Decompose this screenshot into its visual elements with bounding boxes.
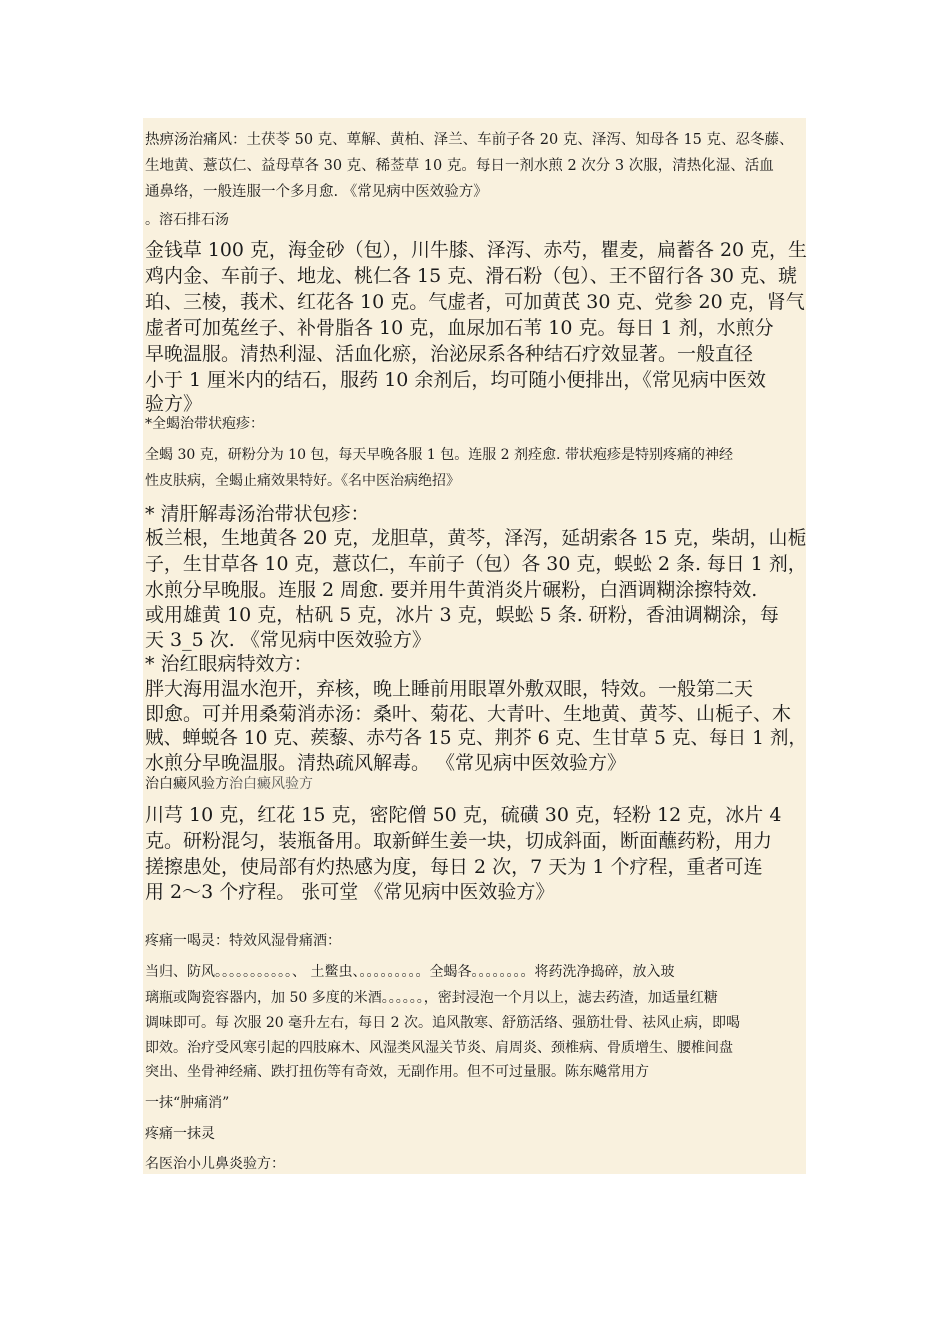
s4-line-5: 天 3_5 次. 《常见病中医效验方》: [145, 629, 431, 651]
s7-title: 疼痛一喝灵：特效风湿骨痛酒：: [145, 933, 341, 949]
s6-line-1: 川芎 10 克，红花 15 克，密陀僧 50 克，硫磺 30 克，轻粉 12 克，冰片 4: [145, 804, 782, 826]
s2-line-4: 虚者可加菟丝子、补骨脂各 10 克，血尿加石苇 10 克。每日 1 剂，水煎分: [145, 317, 774, 339]
s5-line-2: 即愈。可并用桑菊消赤汤：桑叶、菊花、大青叶、生地黄、黄芩、山栀子、木: [145, 703, 792, 725]
s2-line-1: 金钱草 100 克，海金砂（包），川牛膝、泽泻、赤芍，瞿麦，扁蓄各 20 克，生: [145, 239, 807, 261]
s4-line-2: 子，生甘草各 10 克，薏苡仁，车前子（包）各 30 克，蜈蚣 2 条. 每日 1 剂，: [145, 553, 807, 575]
s7-line-2: 璃瓶或陶瓷容器内，加 50 多度的米酒。。。。。。，密封浸泡一个月以上，滤去药渣，加适量红糖: [145, 990, 718, 1006]
s7-line-4: 即效。治疗受风寒引起的四肢麻木、风湿类风湿关节炎、肩周炎、颈椎病、骨质增生、腰椎间盘: [145, 1040, 733, 1056]
s4-title: * 清肝解毒汤治带状包疹：: [145, 503, 370, 525]
s2-line-5: 早晚温服。清热利湿、活血化瘀，治泌尿系各种结石疗效显著。一般直径: [145, 343, 754, 365]
s5-title: * 治红眼病特效方：: [145, 653, 313, 675]
s10-title: 名医治小儿鼻炎验方：: [145, 1156, 285, 1172]
s6-title-light: 治白癜风验方: [229, 776, 313, 792]
s5-line-3: 贼、蝉蜕各 10 克、蒺藜、赤芍各 15 克、荆芥 6 克、生甘草 5 克、每日 1 剂，: [145, 728, 807, 749]
s2-line-2: 鸡内金、车前子、地龙、桃仁各 15 克、滑石粉（包）、王不留行各 30 克、琥: [145, 265, 798, 287]
s5-line-4: 水煎分早晚温服。清热疏风解毒。 《常见病中医效验方》: [145, 752, 627, 774]
s6-title-bold: 治白癜风验方: [145, 776, 229, 792]
s3-line-1: 全蝎 30 克，研粉分为 10 包，每天早晚各服 1 包。连服 2 剂痊愈. 带状疱疹是特别疼痛的神经: [145, 447, 733, 463]
s1-line-3: 通鼻络，一般连服一个多月愈. 《常见病中医效验方》: [145, 184, 488, 200]
s3-line-2: 性皮肤病，全蝎止痛效果特好。《名中医治病绝招》: [145, 473, 460, 489]
s4-line-4: 或用雄黄 10 克，枯矾 5 克，冰片 3 克，蜈蚣 5 条. 研粉，香油调糊涂，每: [145, 604, 779, 626]
s4-line-3: 水煎分早晚服。连服 2 周愈. 要并用牛黄消炎片碾粉，白酒调糊涂擦特效.: [145, 579, 758, 601]
s7-line-3: 调味即可。每 次服 20 毫升左右，每日 2 次。追风散寒、舒筋活络、强筋壮骨、祛风止病，即喝: [145, 1015, 740, 1031]
s8-title: 一抹“肿痛消”: [145, 1095, 230, 1111]
s5-line-1: 胖大海用温水泡开，弃核，晚上睡前用眼罩外敷双眼，特效。一般第二天: [145, 678, 754, 700]
s7-line-5: 突出、坐骨神经痛、跌打扭伤等有奇效，无副作用。但不可过量服。陈东飚常用方: [145, 1064, 649, 1080]
s2-line-6: 小于 1 厘米内的结石，服药 10 余剂后，均可随小便排出，《常见病中医效: [145, 369, 766, 391]
s6-line-2: 克。研粉混匀，装瓶备用。取新鲜生姜一块，切成斜面，断面蘸药粉，用力: [145, 830, 773, 852]
s2-line-3: 珀、三棱，莪术、红花各 10 克。气虚者，可加黄芪 30 克、党参 20 克，肾气: [145, 291, 805, 313]
s6-line-3: 搓擦患处，使局部有灼热感为度，每日 2 次，7 天为 1 个疗程，重者可连: [145, 856, 763, 878]
s7-line-1: 当归、防风。。。。。。。。。。。、 土鳖虫、。。。。。。。。。全蝎各。。。。。。。。将药洗净捣碎，放入玻: [145, 964, 675, 980]
s6-title: [145, 773, 313, 793]
s6-line-4: 用 2～3 个疗程。 张可堂 《常见病中医效验方》: [145, 881, 555, 903]
s2-title: 。溶石排石汤: [145, 212, 229, 228]
s2-line-7: 验方》: [145, 393, 203, 415]
s1-line-2: 生地黄、薏苡仁、益母草各 30 克、稀莶草 10 克。每日一剂水煎 2 次分 3 次服，清热化湿、活血: [145, 158, 774, 174]
s1-line-1: 热痹汤治痛风：土茯苓 50 克、萆解、黄柏、泽兰、车前子各 20 克、泽泻、知母各 15 克、忍冬藤、: [145, 132, 794, 148]
s3-title: *全蝎治带状疱疹：: [145, 416, 264, 432]
s4-line-1: 板兰根，生地黄各 20 克，龙胆草，黄芩，泽泻，延胡索各 15 克，柴胡，山栀: [145, 527, 807, 549]
s9-title: 疼痛一抹灵: [145, 1126, 215, 1142]
